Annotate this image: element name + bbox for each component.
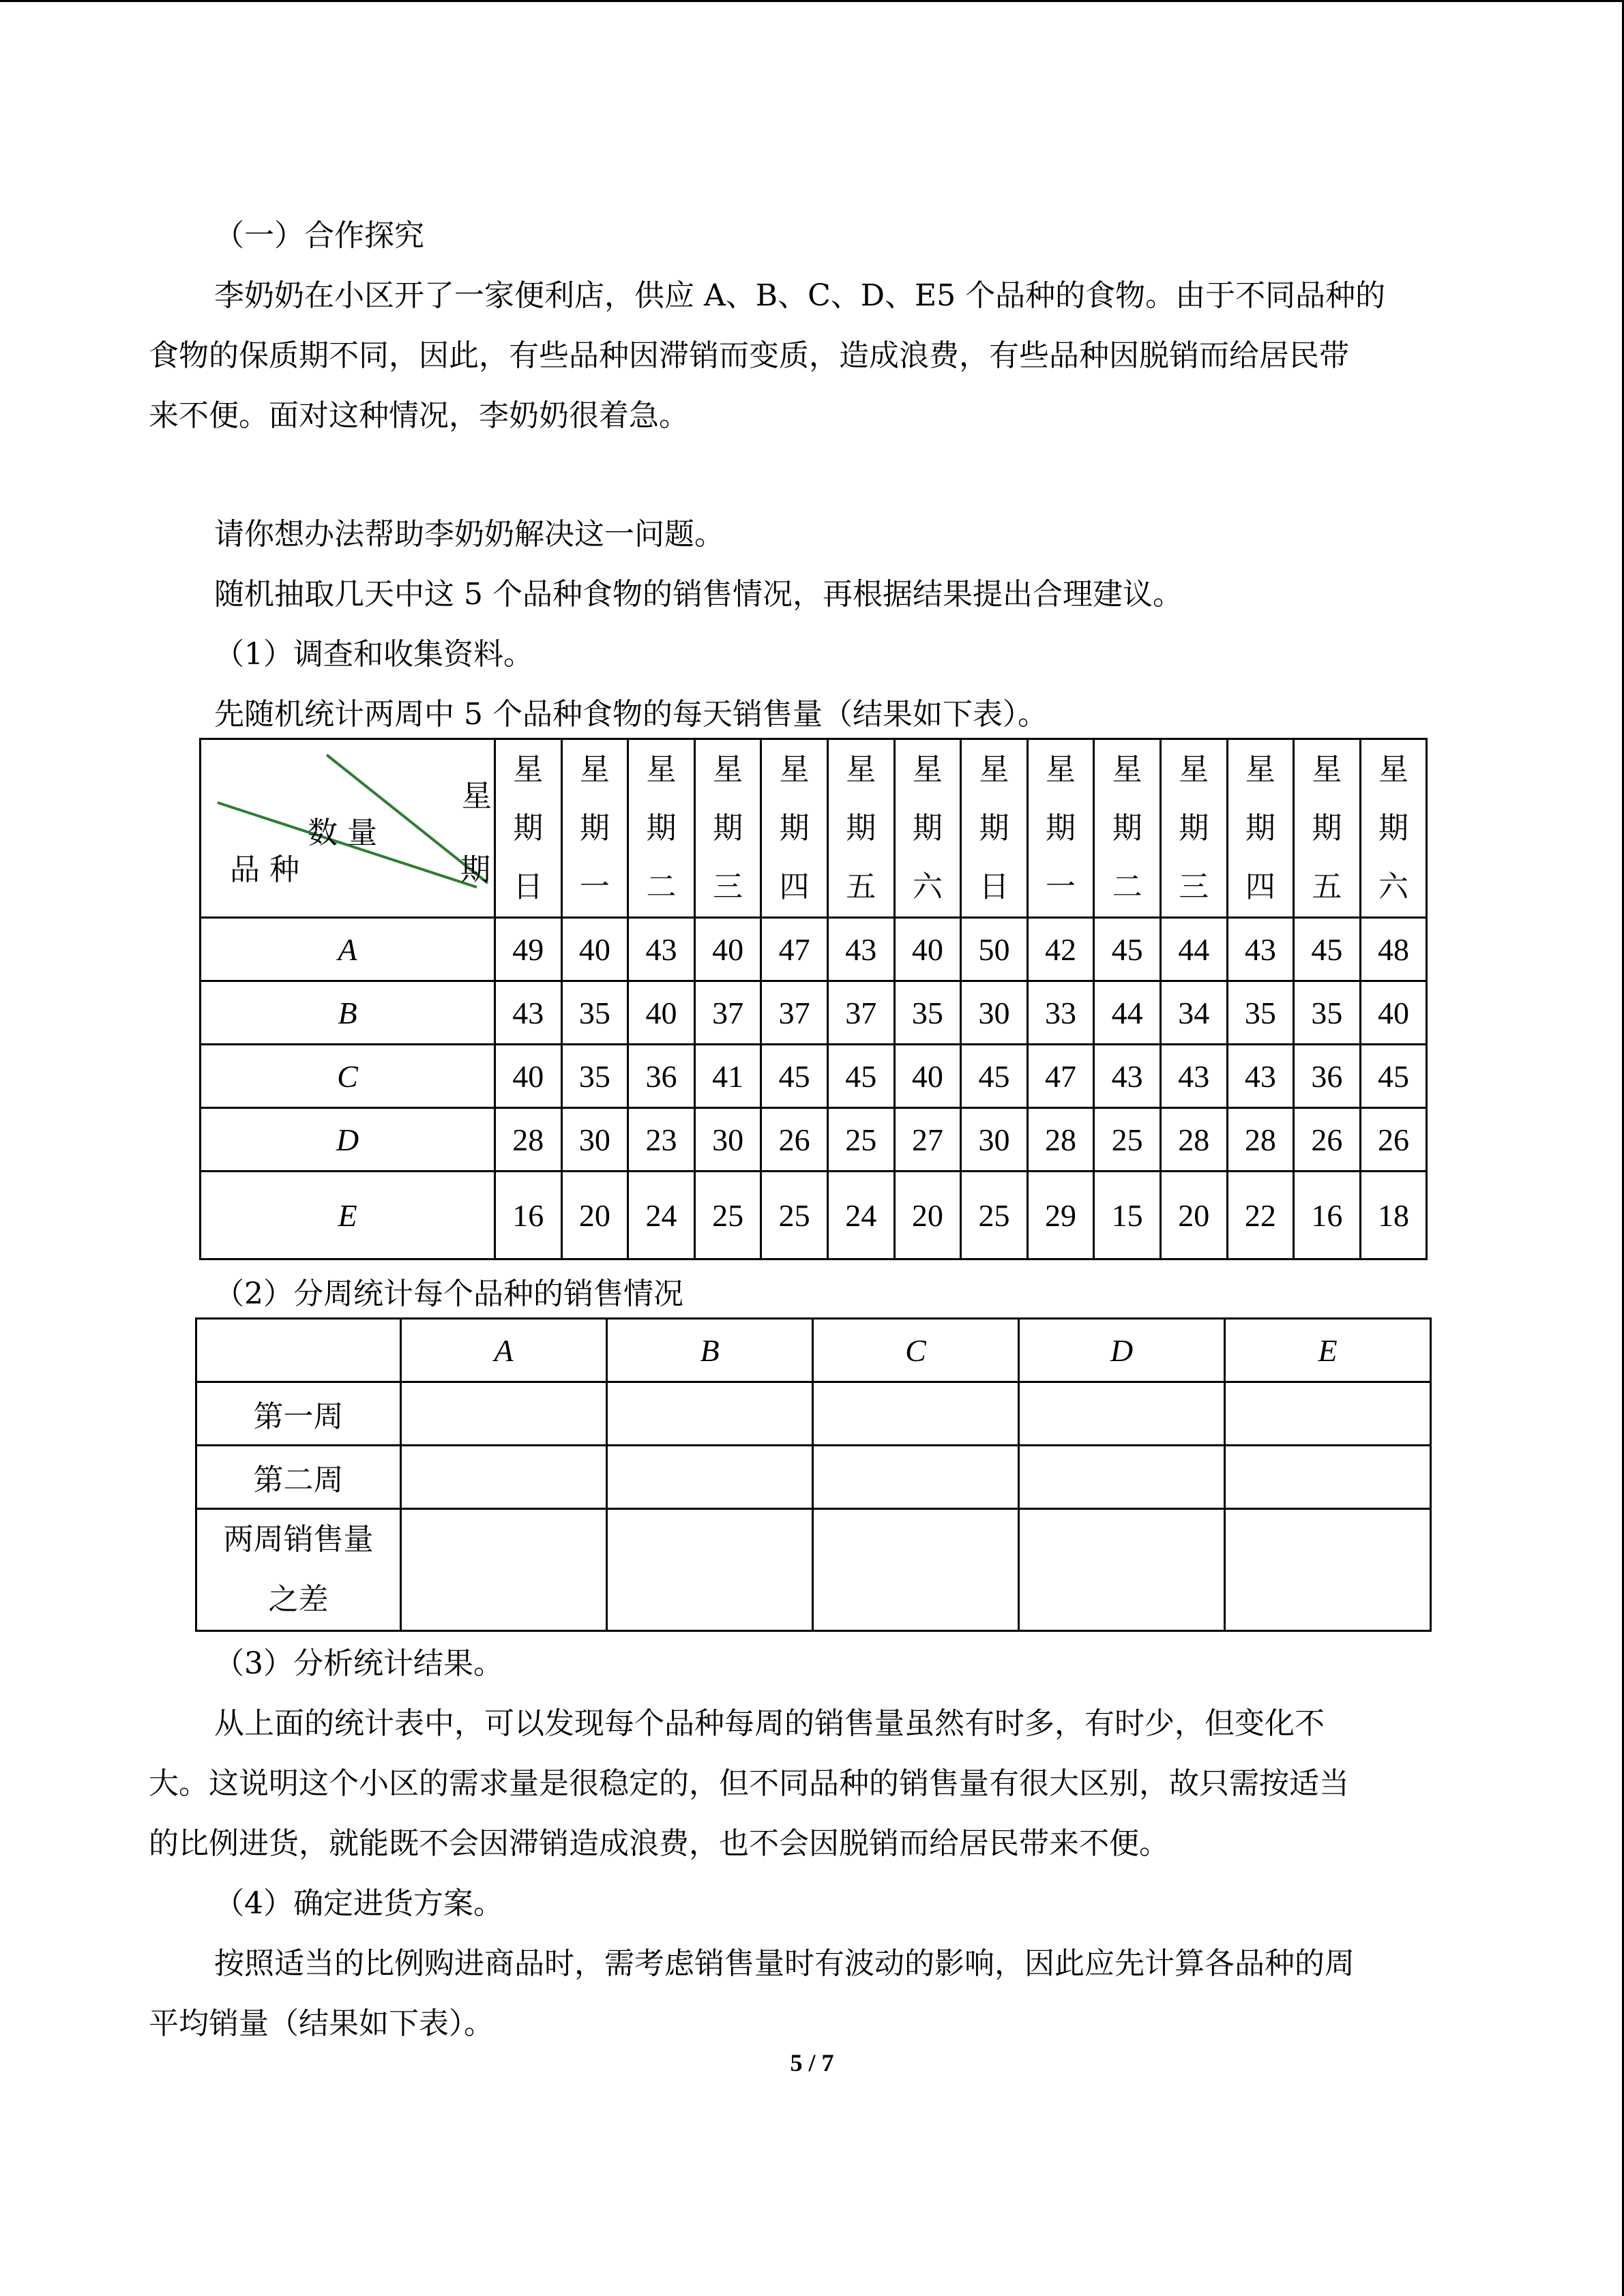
- sales-value-cell: 43: [1227, 1045, 1294, 1108]
- day-header-2: [628, 739, 695, 918]
- day-header-char: 三: [713, 869, 743, 904]
- sales-value-cell: 45: [1360, 1045, 1427, 1108]
- sales-value-cell: 16: [495, 1172, 562, 1259]
- day-header-char: 一: [579, 869, 610, 904]
- day-header-char: 期: [1046, 810, 1076, 846]
- day-header-char: 星: [1312, 751, 1342, 787]
- weekly-empty-cell: [401, 1446, 607, 1509]
- sales-value-cell: 43: [495, 981, 562, 1045]
- sales-value-cell: 40: [628, 981, 695, 1045]
- sales-value-cell: 45: [1294, 918, 1361, 981]
- sales-value-cell: 36: [628, 1045, 695, 1108]
- weekly-header-row: [196, 1319, 1431, 1382]
- sales-value-cell: 23: [628, 1108, 695, 1172]
- day-header-6: [894, 739, 961, 918]
- day-header-char: 星: [646, 751, 677, 787]
- sales-value-cell: 30: [561, 1108, 628, 1172]
- sales-value-cell: 40: [1360, 981, 1427, 1045]
- sales-value-cell: 28: [1160, 1108, 1227, 1172]
- sales-value-cell: 43: [1227, 918, 1294, 981]
- weekly-row-1: [196, 1382, 1431, 1446]
- weekly-row-label: 第二周: [196, 1446, 401, 1509]
- sales-value-cell: 16: [1294, 1172, 1361, 1259]
- day-header-char: 星: [912, 751, 943, 787]
- weekly-column-header: B: [607, 1319, 813, 1382]
- method-line: 随机抽取几天中这 5 个品种食物的销售情况，再根据结果提出合理建议。: [214, 577, 1183, 612]
- sales-row-d: [201, 1108, 1427, 1172]
- day-header-0: [495, 739, 562, 918]
- weekly-row-2: [196, 1446, 1431, 1509]
- step3-title: （3）分析统计结果。: [214, 1646, 503, 1681]
- weekly-column-header: C: [813, 1319, 1019, 1382]
- sales-value-cell: 24: [628, 1172, 695, 1259]
- weekly-empty-cell: [607, 1509, 813, 1631]
- day-header-char: 星: [1245, 751, 1275, 787]
- day-header-char: 期: [979, 810, 1009, 846]
- weekly-column-header: A: [401, 1319, 607, 1382]
- day-header-char: 五: [1312, 869, 1342, 904]
- sales-value-cell: 24: [827, 1172, 894, 1259]
- sales-value-cell: 33: [1027, 981, 1094, 1045]
- intro-line-1: 李奶奶在小区开了一家便利店，供应 A、B、C、D、E5 个品种的食物。由于不同品种的: [214, 278, 1386, 313]
- sales-value-cell: 40: [561, 918, 628, 981]
- page-number: 5 / 7: [790, 2049, 834, 2076]
- sales-value-cell: 43: [827, 918, 894, 981]
- day-header-char: 期: [1378, 810, 1409, 846]
- day-header-char: 星: [1378, 751, 1409, 787]
- weekly-empty-cell: [813, 1382, 1019, 1446]
- corner-label-top-right: 星: [462, 779, 492, 814]
- sales-value-cell: 41: [694, 1045, 761, 1108]
- day-header-char: 期: [713, 810, 743, 846]
- sales-value-cell: 44: [1160, 918, 1227, 981]
- step4-line-1: 按照适当的比例购进商品时，需考虑销售量时有波动的影响，因此应先计算各品种的周: [214, 1946, 1355, 1981]
- sales-value-cell: 20: [561, 1172, 628, 1259]
- day-header-13: [1360, 739, 1427, 918]
- weekly-empty-cell: [607, 1382, 813, 1446]
- day-header-char: 星: [579, 751, 610, 787]
- step4-line-2: 平均销量（结果如下表）。: [149, 2006, 494, 2041]
- sales-value-cell: 28: [495, 1108, 562, 1172]
- sales-value-cell: 15: [1094, 1172, 1161, 1259]
- corner-label-middle: 数 量: [308, 816, 377, 850]
- diff-label-line-1: 两周销售量: [223, 1522, 374, 1557]
- day-header-char: 期: [1179, 810, 1209, 846]
- weekly-empty-cell: [1225, 1509, 1431, 1631]
- day-header-char: 三: [1179, 869, 1209, 904]
- day-header-char: 一: [1046, 869, 1076, 904]
- sales-value-cell: 28: [1227, 1108, 1294, 1172]
- sales-row-c: [201, 1045, 1427, 1108]
- sales-value-cell: 45: [761, 1045, 828, 1108]
- day-header-11: [1227, 739, 1294, 918]
- sales-value-cell: 25: [827, 1108, 894, 1172]
- weekly-empty-cell: [1019, 1509, 1225, 1631]
- day-header-char: 期: [1112, 810, 1142, 846]
- weekly-empty-cell: [607, 1446, 813, 1509]
- sales-value-cell: 25: [961, 1172, 1028, 1259]
- day-header-char: 六: [1378, 869, 1409, 904]
- day-header-12: [1294, 739, 1361, 918]
- weekly-empty-cell: [813, 1446, 1019, 1509]
- sales-value-cell: 20: [894, 1172, 961, 1259]
- sales-value-cell: 26: [761, 1108, 828, 1172]
- sales-value-cell: 35: [561, 981, 628, 1045]
- category-cell: C: [201, 1045, 495, 1108]
- weekly-empty-cell: [813, 1509, 1019, 1631]
- sales-value-cell: 30: [694, 1108, 761, 1172]
- day-header-char: 期: [1312, 810, 1342, 846]
- weekly-column-header: D: [1019, 1319, 1225, 1382]
- day-header-char: 期: [1245, 810, 1275, 846]
- step1-title: （1）调查和收集资料。: [214, 637, 533, 672]
- day-header-8: [1027, 739, 1094, 918]
- sales-value-cell: 43: [628, 918, 695, 981]
- sales-value-cell: 36: [1294, 1045, 1361, 1108]
- sales-value-cell: 37: [694, 981, 761, 1045]
- category-cell: E: [201, 1172, 495, 1259]
- day-header-4: [761, 739, 828, 918]
- day-header-char: 日: [979, 869, 1009, 904]
- day-header-3: [694, 739, 761, 918]
- sales-value-cell: 42: [1027, 918, 1094, 981]
- intro-line-3: 来不便。面对这种情况，李奶奶很着急。: [149, 398, 689, 433]
- sales-value-cell: 44: [1094, 981, 1161, 1045]
- day-header-char: 期: [912, 810, 943, 846]
- sales-header-row: [201, 739, 1427, 918]
- day-header-char: 星: [846, 751, 876, 787]
- day-header-char: 五: [846, 869, 876, 904]
- sales-value-cell: 45: [1094, 918, 1161, 981]
- day-header-char: 期: [646, 810, 677, 846]
- category-cell: A: [201, 918, 495, 981]
- sales-value-cell: 25: [694, 1172, 761, 1259]
- sales-value-cell: 35: [894, 981, 961, 1045]
- sales-value-cell: 18: [1360, 1172, 1427, 1259]
- day-header-char: 星: [1179, 751, 1209, 787]
- sales-value-cell: 43: [1094, 1045, 1161, 1108]
- weekly-empty-cell: [1225, 1446, 1431, 1509]
- category-cell: B: [201, 981, 495, 1045]
- day-header-char: 期: [779, 810, 810, 846]
- day-header-char: 六: [912, 869, 943, 904]
- daily-sales-table: [199, 738, 1428, 1260]
- section-heading: （一）合作探究: [214, 218, 424, 253]
- sales-value-cell: 35: [561, 1045, 628, 1108]
- day-header-1: [561, 739, 628, 918]
- intro-line-2: 食物的保质期不同，因此，有些品种因滞销而变质，造成浪费，有些品种因脱销而给居民带: [149, 338, 1349, 373]
- weekly-empty-cell: [1019, 1382, 1225, 1446]
- sales-row-b: [201, 981, 1427, 1045]
- sales-value-cell: 35: [1227, 981, 1294, 1045]
- sales-value-cell: 25: [761, 1172, 828, 1259]
- sales-value-cell: 35: [1294, 981, 1361, 1045]
- sales-value-cell: 40: [495, 1045, 562, 1108]
- day-header-char: 期: [513, 810, 544, 846]
- step2-title: （2）分周统计每个品种的销售情况: [214, 1277, 683, 1311]
- weekly-column-header: E: [1225, 1319, 1431, 1382]
- step4-title: （4）确定进货方案。: [214, 1886, 503, 1921]
- weekly-diff-label: [196, 1509, 401, 1631]
- day-header-char: 星: [779, 751, 810, 787]
- sales-value-cell: 45: [827, 1045, 894, 1108]
- sales-value-cell: 47: [761, 918, 828, 981]
- day-header-char: 四: [779, 869, 810, 904]
- day-header-char: 四: [1245, 869, 1275, 904]
- day-header-10: [1160, 739, 1227, 918]
- corner-header-cell: [201, 739, 495, 918]
- diff-label-line-2: 之差: [268, 1582, 329, 1617]
- sales-value-cell: 22: [1227, 1172, 1294, 1259]
- category-cell: D: [201, 1108, 495, 1172]
- day-header-char: 期: [579, 810, 610, 846]
- day-header-char: 二: [646, 869, 677, 904]
- step1-desc: 先随机统计两周中 5 个品种食物的每天销售量（结果如下表）。: [214, 697, 1048, 732]
- sales-value-cell: 48: [1360, 918, 1427, 981]
- day-header-char: 二: [1112, 869, 1142, 904]
- sales-value-cell: 43: [1160, 1045, 1227, 1108]
- day-header-char: 星: [979, 751, 1009, 787]
- step3-line-2: 大。这说明这个小区的需求量是很稳定的，但不同品种的销售量有很大区别，故只需按适当: [149, 1766, 1349, 1801]
- weekly-row-label: 第一周: [196, 1382, 401, 1446]
- day-header-char: 日: [513, 869, 544, 904]
- sales-value-cell: 29: [1027, 1172, 1094, 1259]
- corner-label-bottom-left: 品 种: [230, 852, 299, 887]
- task-line: 请你想办法帮助李奶奶解决这一问题。: [214, 517, 724, 552]
- weekly-empty-cell: [401, 1509, 607, 1631]
- sales-value-cell: 34: [1160, 981, 1227, 1045]
- weekly-empty-cell: [401, 1382, 607, 1446]
- day-header-char: 期: [846, 810, 876, 846]
- sales-value-cell: 40: [694, 918, 761, 981]
- day-header-9: [1094, 739, 1161, 918]
- sales-value-cell: 50: [961, 918, 1028, 981]
- day-header-7: [961, 739, 1028, 918]
- sales-value-cell: 25: [1094, 1108, 1161, 1172]
- sales-value-cell: 30: [961, 1108, 1028, 1172]
- sales-value-cell: 49: [495, 918, 562, 981]
- sales-value-cell: 20: [1160, 1172, 1227, 1259]
- weekly-corner-cell: [196, 1319, 401, 1382]
- weekly-empty-cell: [1019, 1446, 1225, 1509]
- sales-value-cell: 47: [1027, 1045, 1094, 1108]
- sales-value-cell: 37: [761, 981, 828, 1045]
- weekly-sales-table: [195, 1317, 1432, 1632]
- sales-row-a: [201, 918, 1427, 981]
- sales-value-cell: 27: [894, 1108, 961, 1172]
- weekly-empty-cell: [1225, 1382, 1431, 1446]
- sales-value-cell: 28: [1027, 1108, 1094, 1172]
- day-header-char: 星: [513, 751, 544, 787]
- day-header-char: 星: [713, 751, 743, 787]
- sales-value-cell: 26: [1360, 1108, 1427, 1172]
- sales-value-cell: 26: [1294, 1108, 1361, 1172]
- sales-value-cell: 37: [827, 981, 894, 1045]
- sales-value-cell: 30: [961, 981, 1028, 1045]
- sales-value-cell: 40: [894, 1045, 961, 1108]
- corner-label-bottom-right: 期: [460, 852, 490, 887]
- sales-row-e: [201, 1172, 1427, 1259]
- sales-value-cell: 40: [894, 918, 961, 981]
- weekly-diff-row: [196, 1509, 1431, 1631]
- day-header-char: 星: [1112, 751, 1142, 787]
- day-header-5: [827, 739, 894, 918]
- day-header-char: 星: [1046, 751, 1076, 787]
- step3-line-3: 的比例进货，就能既不会因滞销造成浪费，也不会因脱销而给居民带来不便。: [149, 1826, 1169, 1861]
- sales-value-cell: 45: [961, 1045, 1028, 1108]
- step3-line-1: 从上面的统计表中，可以发现每个品种每周的销售量虽然有时多，有时少，但变化不: [214, 1706, 1325, 1741]
